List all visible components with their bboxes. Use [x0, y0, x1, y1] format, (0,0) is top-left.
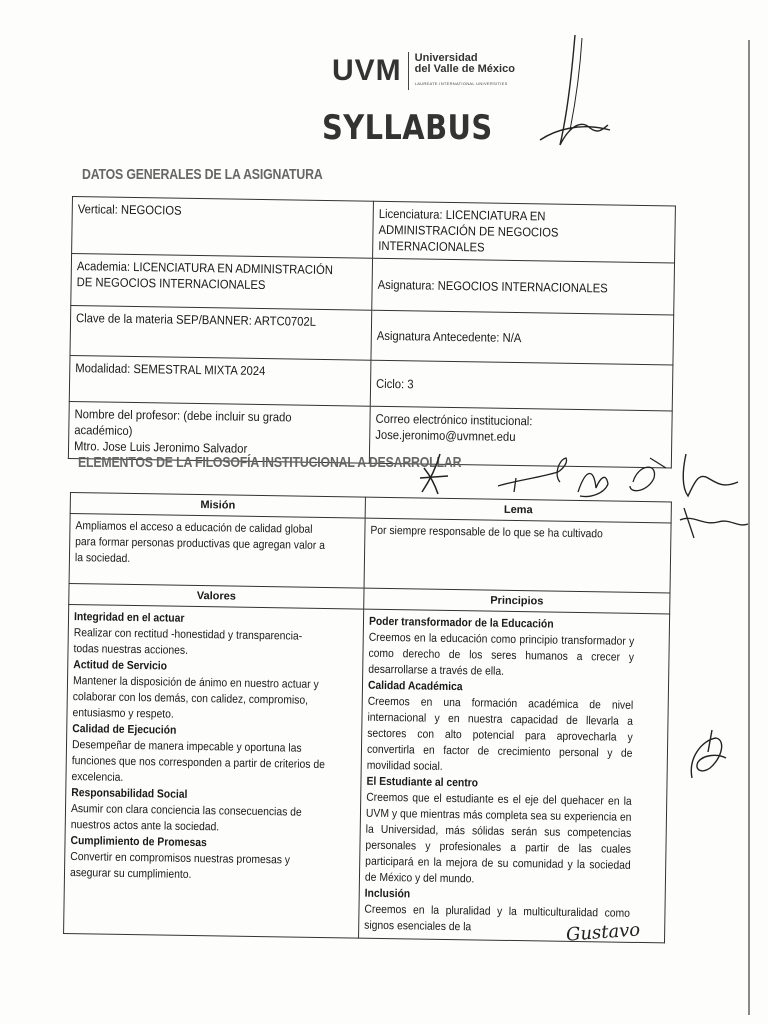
table-row: [64, 604, 670, 942]
logo-text: [415, 53, 515, 89]
logo-brand: UVM: [332, 54, 402, 87]
valor-text: Asumir con clara conciencia las consecuencias de nuestros actos ante la sociedad.: [70, 803, 302, 834]
datos-generales-heading: DATOS GENERALES DE LA ASIGNATURA: [82, 166, 323, 183]
signature-top-right: [510, 30, 620, 160]
valor-title: Responsabilidad Social: [71, 787, 188, 801]
page-edge-line: [748, 40, 750, 1015]
valores-list: [64, 604, 364, 938]
principio-title: Poder transformador de la Educación: [368, 615, 554, 631]
table-cell: Clave de la materia SEP/BANNER: ARTC0702L: [70, 305, 372, 360]
valor-text: Realizar con rectitud -honestidad y transparencia- todas nuestras acciones.: [73, 627, 303, 657]
principio-text: Creemos que el estudiante es el eje del quehacer en la UVM y que mientras más completa sea su experiencia en la Universidad, más sólidas serán sus competencias personales y profesionales a partir de las cuales participará en la mejora de su comunidad y la sociedad de México y del mundo.: [364, 791, 632, 886]
table-cell: Nombre del profesor: (debe incluir su grado académico) Mtro. Jose Luis Jeronimo Salvador: [68, 401, 370, 463]
principio-text: Creemos en la pluralidad y la multiculturalidad como signos esenciales de la: [364, 903, 631, 934]
table-cell: Academia: LICENCIATURA EN ADMINISTRACIÓN DE NEGOCIOS INTERNACIONALES: [71, 254, 373, 311]
filosofia-heading: ELEMENTOS DE LA FILOSOFÍA INSTITUCIONAL A DESARROLLAR: [78, 454, 462, 471]
valor-title: Calidad de Ejecución: [72, 723, 177, 737]
principio-text: Creemos en una formación académica de nivel internacional y en nuestra capacidad de llevarla a sectores con alto potencial para aprovecharla y convertirla en factor de crecimiento personal y de movilidad social.: [366, 695, 634, 773]
table-row: [69, 514, 671, 593]
table-row: [72, 197, 676, 263]
table-cell: Licenciatura: LICENCIATURA EN ADMINISTRACIÓN DE NEGOCIOS INTERNACIONALES: [373, 201, 676, 263]
logo-divider: [408, 52, 409, 90]
lema-text: Por siempre responsable de lo que se ha cultivado: [364, 518, 671, 593]
table-cell: Asignatura Antecedente: N/A: [371, 310, 674, 365]
principio-text: Creemos en la educación como principio transformador y como derecho de los seres humanos a crecer y desarrollarse a través de ella.: [368, 631, 635, 678]
mision-header: Misión: [70, 493, 365, 519]
table-cell: Modalidad: SEMESTRAL MIXTA 2024: [69, 355, 371, 406]
principios-list: [359, 609, 670, 946]
valor-title: Actitud de Servicio: [73, 659, 168, 673]
valores-header: Valores: [69, 583, 364, 609]
principio-title: Inclusión: [364, 887, 411, 901]
table-cell: Asignatura: NEGOCIOS INTERNACIONALES: [372, 258, 675, 315]
principios-header: Principios: [364, 588, 670, 614]
principio-title: El Estudiante al centro: [366, 775, 479, 790]
table-cell: Ciclo: 3: [370, 360, 673, 411]
valor-title: Integridad en el actuar: [73, 611, 185, 625]
table-cell: Correo electrónico institucional: Jose.jeronimo@uvmnet.edu: [369, 406, 672, 468]
logo-line-1: Universidad: [414, 52, 478, 64]
table-cell: Vertical: NEGOCIOS: [72, 197, 374, 259]
datos-generales-table: [68, 196, 676, 468]
valor-text: Desempeñar de manera impecable y oportuna las funciones que nos corresponden a partir de criterios de excelencia.: [71, 739, 325, 784]
valor-text: Mantener la disposición de ánimo en nuestro actuar y colaborar con los demás, con calidez, compromiso, entusiasmo y respeto.: [72, 675, 319, 721]
valor-text: Convertir en compromisos nuestras promesas y asegurar su cumplimiento.: [69, 851, 291, 881]
handwritten-name: Gustavo: [565, 919, 641, 946]
mision-text: Ampliamos el acceso a educación de calidad global para formar personas productivas que agregan valor a la sociedad.: [69, 514, 365, 589]
table-row: [71, 254, 675, 315]
uvm-logo: [332, 52, 515, 90]
filosofia-table: [63, 492, 672, 946]
valor-title: Cumplimiento de Promesas: [70, 835, 207, 850]
principio-title: Calidad Académica: [367, 679, 463, 694]
lema-header: Lema: [365, 497, 671, 523]
logo-line-2: del Valle de México: [414, 63, 515, 75]
logo-line-3: LAUREATE INTERNATIONAL UNIVERSITIES: [414, 81, 508, 86]
page-title: SYLLABUS: [322, 108, 493, 148]
signature-right-margin: [682, 728, 732, 788]
